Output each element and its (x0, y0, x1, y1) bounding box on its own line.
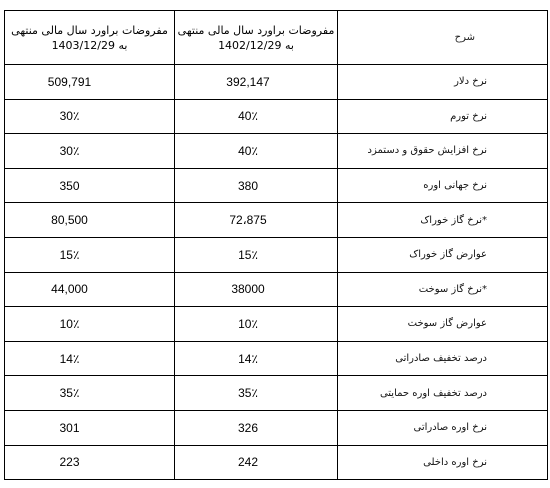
header-1403-title: مفروضات براورد سال مالی منتهی (11, 23, 168, 37)
value-1402: 242 (175, 445, 338, 480)
header-row (5, 11, 548, 65)
value-1403: 14٪ (5, 341, 175, 376)
value-1403: 223 (5, 445, 175, 480)
table-row (5, 307, 548, 342)
row-description: *نرخ گاز سوخت (338, 272, 548, 307)
value-1402: 40٪ (175, 99, 338, 134)
row-description: نرخ دلار (338, 65, 548, 100)
value-1403: 301 (5, 410, 175, 445)
value-1403: 80,500 (5, 203, 175, 238)
value-1403: 44,000 (5, 272, 175, 307)
table-row (5, 376, 548, 411)
value-1402: 392,147 (175, 65, 338, 100)
header-1402 (175, 11, 338, 65)
table-row (5, 203, 548, 238)
row-description: *نرخ گاز خوراک (338, 203, 548, 238)
header-1402-title: مفروضات براورد سال مالی منتهی (177, 23, 335, 37)
row-description: نرخ افزایش حقوق و دستمزد (338, 134, 548, 169)
value-1402: 40٪ (175, 134, 338, 169)
value-1403: 30٪ (5, 99, 175, 134)
row-description: نرخ اوره صادراتی (338, 410, 548, 445)
table-row (5, 134, 548, 169)
table-body (5, 11, 548, 480)
table-row (5, 99, 548, 134)
row-description: نرخ اوره داخلی (338, 445, 548, 480)
value-1402: 35٪ (175, 376, 338, 411)
value-1403: 509,791 (5, 65, 175, 100)
table-row (5, 341, 548, 376)
value-1403: 350 (5, 168, 175, 203)
header-1403 (5, 11, 175, 65)
row-description: عوارض گاز خوراک (338, 237, 548, 272)
header-1403-date: به 1403/12/29 (51, 38, 128, 52)
value-1403: 35٪ (5, 376, 175, 411)
value-1403: 15٪ (5, 237, 175, 272)
header-description: شرح (338, 11, 548, 65)
row-description: نرخ جهانی اوره (338, 168, 548, 203)
row-description: درصد تخفیف صادراتی (338, 341, 548, 376)
table-row (5, 237, 548, 272)
table-row (5, 272, 548, 307)
value-1402: 72،875 (175, 203, 338, 238)
value-1403: 30٪ (5, 134, 175, 169)
table-row (5, 445, 548, 480)
value-1402: 326 (175, 410, 338, 445)
table-row (5, 65, 548, 100)
row-description: درصد تخفیف اوره حمایتی (338, 376, 548, 411)
value-1402: 380 (175, 168, 338, 203)
value-1403: 10٪ (5, 307, 175, 342)
value-1402: 10٪ (175, 307, 338, 342)
value-1402: 14٪ (175, 341, 338, 376)
table-row (5, 410, 548, 445)
table-row (5, 168, 548, 203)
value-1402: 15٪ (175, 237, 338, 272)
row-description: نرخ تورم (338, 99, 548, 134)
value-1402: 38000 (175, 272, 338, 307)
row-description: عوارض گاز سوخت (338, 307, 548, 342)
assumptions-table (4, 10, 548, 480)
header-1402-date: به 1402/12/29 (218, 38, 294, 52)
